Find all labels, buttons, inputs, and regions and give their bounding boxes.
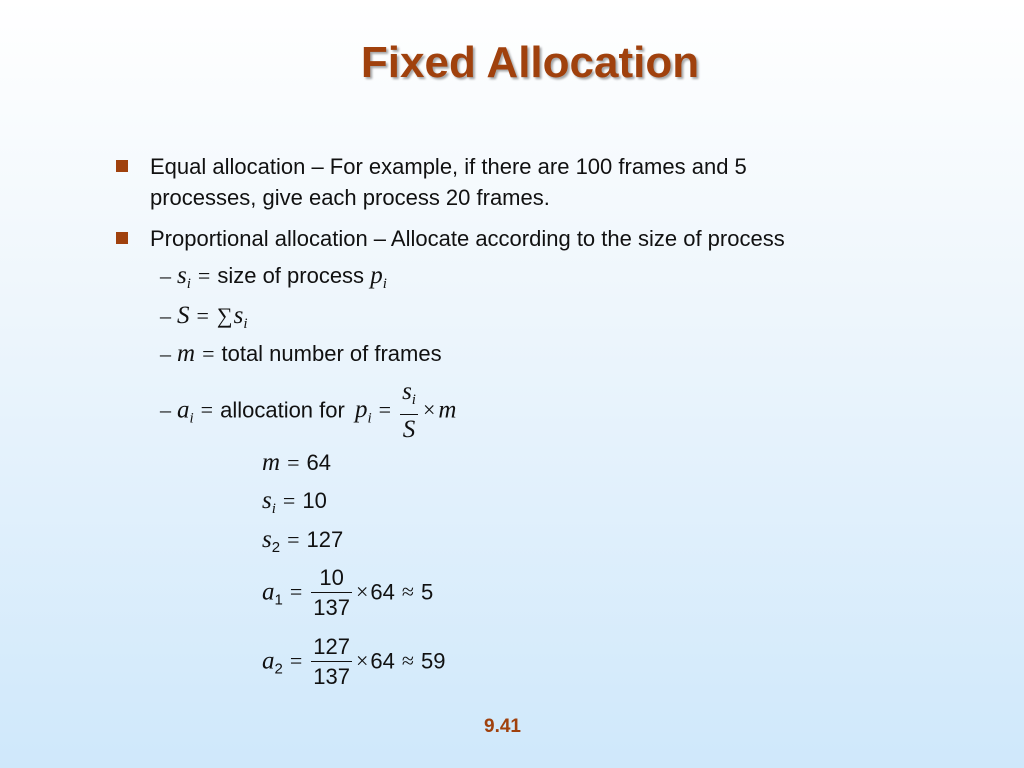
equals: = [197,263,211,288]
var-a: a [262,578,275,606]
fraction [311,564,352,623]
equals: = [282,488,296,513]
bullet-line: Equal allocation – For example, if there are 100 frames and 5 [150,154,747,179]
subscript: i [186,276,191,292]
var-s: s [262,487,272,514]
bullet-equal-allocation [150,151,747,213]
formula-text: size of process [217,263,365,288]
var-p: p [370,262,383,289]
subscript: i [382,276,387,292]
fraction-denominator: 137 [313,595,350,620]
formula-text: allocation for [220,397,345,423]
dash: – [160,397,171,423]
calc-result: 59 [420,648,446,674]
subscript: 1 [274,591,283,609]
fraction-denominator: S [402,416,416,443]
formula-size [160,262,387,293]
subscript: i [367,410,372,427]
var-m: m [438,396,457,424]
calc-value: 10 [302,488,327,513]
approx: ≈ [401,579,414,605]
times: × [355,579,369,605]
fraction [400,378,418,445]
var-p: p [354,396,368,424]
bullet-marker [116,160,128,172]
var-s: s [402,378,412,405]
equals: = [287,450,300,475]
var-a: a [177,396,190,424]
fraction-numerator [400,378,418,415]
calc-value: 127 [306,527,344,552]
subscript: i [271,501,276,517]
var-a: a [262,647,275,675]
equals: = [200,397,214,423]
calc-s2 [262,526,343,556]
approx: ≈ [401,648,414,674]
var-m: m [262,449,281,476]
equals: = [196,303,209,328]
sum-symbol: ∑ [216,303,233,328]
equals: = [289,648,303,674]
formula-text: total number of frames [221,341,442,366]
fraction-numerator: 10 [311,564,352,593]
subscript: 2 [274,660,283,678]
calc-m [262,449,331,477]
subscript: i [243,316,248,332]
calc-value: 64 [306,450,331,475]
calc-value: 64 [370,579,395,605]
times: × [355,648,369,674]
times: × [422,397,436,423]
var-s: s [233,302,244,329]
subscript: i [411,392,416,408]
bullet-line: processes, give each process 20 frames. [150,185,550,210]
subscript: i [189,410,194,427]
bullet-marker [116,232,128,244]
fraction-numerator: 127 [311,633,352,662]
fraction [311,633,352,692]
equals: = [287,527,300,552]
page-number: 9.41 [484,716,521,737]
var-m: m [177,340,196,367]
equals: = [378,397,392,423]
bullet-line: Proportional allocation – Allocate according to the size of process [150,226,785,251]
equals: = [202,341,215,366]
dash: – [160,303,171,328]
formula-total-frames [160,340,442,368]
calc-result: 5 [420,579,434,605]
bullet-proportional-allocation [150,223,785,254]
var-s: s [177,262,187,289]
var-s: s [262,526,272,553]
calc-si [262,487,327,518]
dash: – [160,341,171,366]
calc-value: 64 [370,648,395,674]
fraction-denominator: 137 [313,664,350,689]
formula-allocation [160,378,456,445]
calc-a2 [262,633,445,692]
formula-total-size [160,302,248,333]
calc-a1 [262,564,433,623]
equals: = [289,579,303,605]
dash: – [160,263,171,288]
var-S: S [177,302,190,329]
slide-title: Fixed Allocation [360,38,700,87]
subscript: 2 [271,539,281,556]
